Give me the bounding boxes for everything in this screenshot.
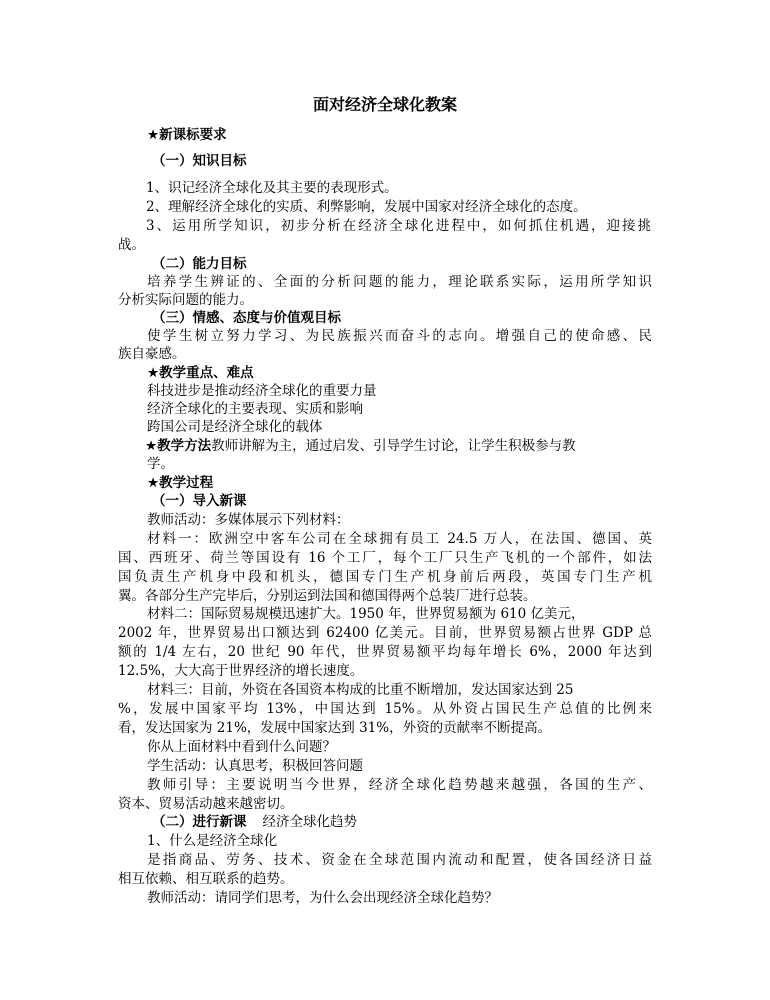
question-1: 你从上面材料中看到什么问题？	[147, 739, 336, 755]
material-2-line-4: 12.5%，大大高于世界经济的增长速度。	[118, 663, 364, 679]
new-lesson-label: （二）进行新课	[152, 814, 247, 830]
material-1-line-1: 材料一：欧洲空中客车公司在全球拥有员工 24.5 万人，在法国、德国、英	[147, 531, 652, 547]
material-3-line-1: 材料三：目前，外资在各国资本构成的比重不断增加，发达国家达到 25	[147, 682, 574, 698]
definition-text-cont: 相互依赖、相互联系的趋势。	[118, 871, 294, 887]
teacher-guidance: 教师引导：主要说明当今世界，经济全球化趋势越来越强，各国的生产、	[147, 777, 652, 793]
teaching-method-label: ★教学方法	[145, 438, 212, 454]
definition-text: 是指商品、劳务、技术、资金在全球范围内流动和配置，使各国经济日益	[147, 852, 652, 868]
section-heading-curriculum: ★新课标要求	[147, 127, 227, 143]
teacher-guidance-cont: 资本、贸易活动越来越密切。	[118, 796, 294, 812]
material-1-line-4: 翼。各部分生产完毕后，分别运到法国和德国得两个总装厂进行总装。	[118, 588, 537, 604]
knowledge-item-2: 2、理解经济全球化的实质、利弊影响，发展中国家对经济全球化的态度。	[146, 199, 587, 215]
page-title: 面对经济全球化教案	[312, 95, 457, 114]
question-what-is: 1、什么是经济全球化	[147, 833, 278, 849]
section-heading-keypoints: ★教学重点、难点	[147, 365, 254, 381]
teaching-method	[145, 437, 576, 455]
ability-text: 培养学生辨证的、全面的分析问题的能力，理论联系实际，运用所学知识	[147, 274, 652, 290]
teacher-activity-2: 教师活动：请同学们思考，为什么会出现经济全球化趋势？	[147, 890, 498, 906]
material-2-line-1: 材料二：国际贸易规模迅速扩大。1950 年，世界贸易额为 610 亿美元，	[147, 606, 585, 622]
keypoint-3: 跨国公司是经济全球化的载体	[147, 419, 323, 435]
teaching-method-text: 教师讲解为主，通过启发、引导学生讨论，让学生积极参与教	[211, 438, 576, 454]
section-heading-process: ★教学过程	[147, 475, 214, 491]
subheading-ability: （二）能力目标	[152, 256, 247, 272]
ability-text-cont: 分析实际问题的能力。	[118, 292, 253, 308]
material-3-line-2: %，发展中国家平均 13%，中国达到 15%。从外资占国民生产总值的比例来	[118, 701, 652, 717]
material-2-line-2: 2002 年，世界贸易出口额达到 62400 亿美元。目前，世界贸易额占世界 GDP 总	[118, 625, 652, 641]
subheading-new-lesson	[152, 813, 357, 831]
subheading-knowledge: （一）知识目标	[152, 153, 247, 169]
material-1-line-3: 国负责生产机身中段和机头，德国专门生产机身前后两段，英国专门生产机	[118, 569, 652, 585]
material-2-line-3: 额的 1/4 左右，20 世纪 90 年代，世界贸易额平均每年增长 6%，2000 年达到	[118, 644, 652, 660]
teacher-activity-1: 教师活动：多媒体展示下列材料：	[147, 512, 350, 528]
knowledge-item-3: 3、运用所学知识，初步分析在经济全球化进程中，如何抓住机遇，迎接挑	[146, 218, 651, 234]
material-1-line-2: 国、西班牙、荷兰等国设有 16 个工厂，每个工厂只生产飞机的一个部件，如法	[118, 550, 652, 566]
emotion-text: 使学生树立努力学习、为民族振兴而奋斗的志向。增强自己的使命感、民	[147, 328, 652, 344]
knowledge-item-1: 1、识记经济全球化及其主要的表现形式。	[146, 180, 398, 196]
keypoint-1: 科技进步是推动经济全球化的重要力量	[147, 383, 377, 399]
subheading-intro: （一）导入新课	[152, 493, 247, 509]
subheading-emotion: （三）情感、态度与价值观目标	[152, 310, 341, 326]
new-lesson-topic: 经济全球化趋势	[262, 814, 357, 830]
knowledge-item-3-cont: 战。	[118, 237, 145, 253]
keypoint-2: 经济全球化的主要表现、实质和影响	[147, 401, 363, 417]
material-3-line-3: 看，发达国家为 21%，发展中国家达到 31%，外资的贡献率不断提高。	[118, 720, 552, 736]
emotion-text-cont: 族自豪感。	[118, 346, 186, 362]
student-activity-1: 学生活动：认真思考，积极回答问题	[147, 758, 363, 774]
teaching-method-cont: 学。	[147, 456, 174, 472]
